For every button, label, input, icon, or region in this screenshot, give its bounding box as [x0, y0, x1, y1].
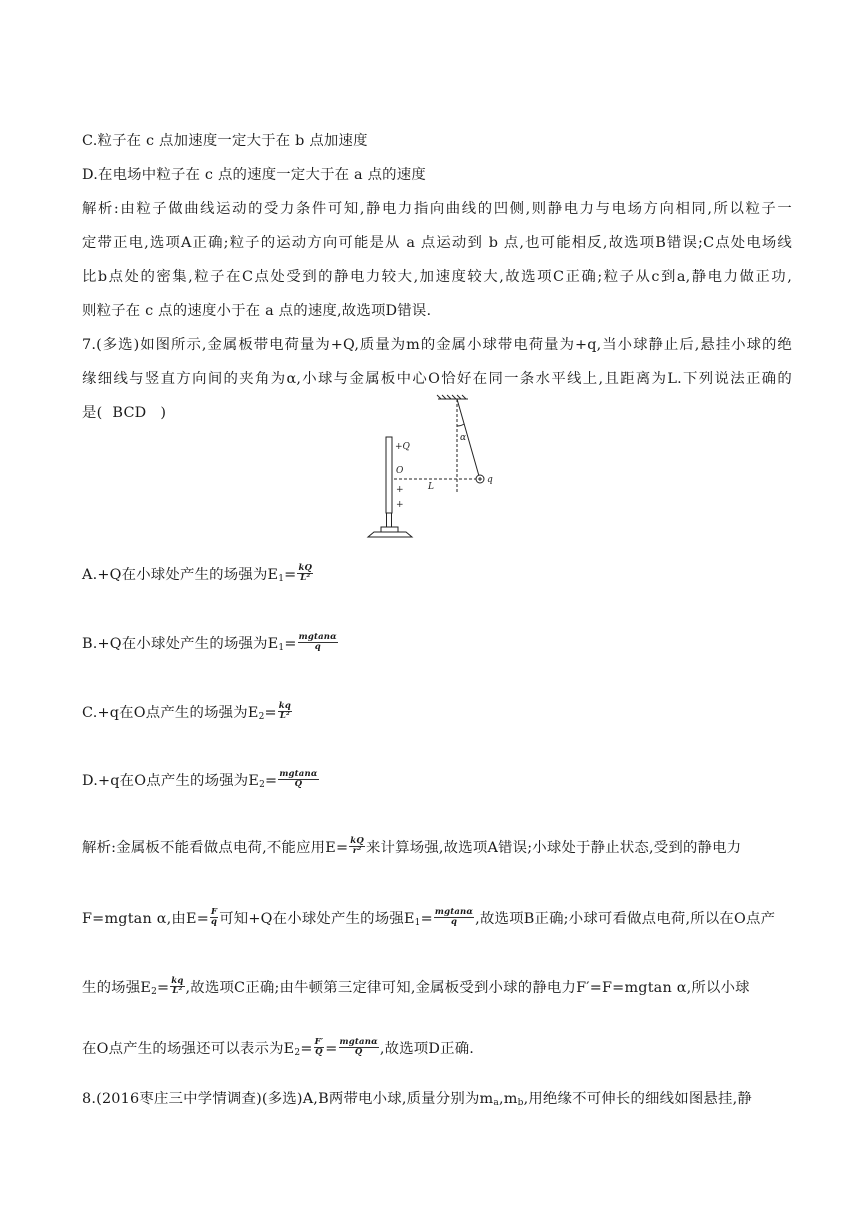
label-o: O: [396, 466, 404, 476]
explanation-line: 定带正电,选项A正确;粒子的运动方向可能是从 a 点运动到 b 点,也可能相反,故选项B错误;C点处电场线: [82, 235, 792, 251]
fraction-numerator: kq: [278, 700, 292, 711]
fraction-denominator: q: [211, 916, 218, 927]
stand-foot: [368, 532, 412, 537]
question-8-stem: [82, 1089, 792, 1113]
analysis-text: ,故选项D正确.: [379, 1041, 475, 1057]
fraction-denominator: Q: [354, 1046, 363, 1057]
metal-plate: [386, 437, 392, 513]
answer-key: BCD: [112, 405, 147, 421]
fraction-denominator: q: [314, 641, 321, 652]
plus-sign: +: [396, 485, 404, 495]
fraction-denominator: Q: [315, 1046, 323, 1057]
fraction-numerator: mgtanα: [339, 1036, 378, 1047]
plate-base: [381, 527, 398, 532]
paren-open: 是(: [82, 405, 103, 421]
option-d-text: D.在电场中粒子在 c 点的速度一定大于在 a 点的速度: [82, 167, 426, 183]
label-alpha: α: [460, 433, 467, 443]
option-b-text: B.+Q在小球处产生的场强为E: [82, 636, 279, 652]
plate-stem: [387, 513, 392, 527]
subscript: a: [493, 1098, 499, 1108]
option-a: A.+Q在小球处产生的场强为$E_1=$ $\frac{kQ}{\text{L²}}$: [82, 562, 313, 584]
question-7-stem: 缘细线与竖直方向间的夹角为α,小球与金属板中心O恰好在同一条水平线上,且距离为L.下列说法正确的: [82, 371, 792, 387]
fraction-denominator: Q: [294, 778, 303, 789]
label-q: q: [487, 475, 493, 485]
fraction-denominator: L²: [300, 572, 311, 583]
subscript: b: [517, 1098, 524, 1108]
fraction: [278, 702, 292, 721]
fraction-denominator: r²: [352, 845, 362, 856]
fraction: [170, 977, 184, 996]
subscript: 1: [278, 574, 285, 584]
analysis-line: [82, 835, 792, 858]
subscript: 1: [414, 918, 421, 928]
label-plus-q: +Q: [395, 442, 410, 452]
fraction-numerator: kQ: [350, 835, 364, 846]
subscript: 2: [151, 987, 158, 997]
fraction: [298, 633, 338, 652]
analysis-text: 解析:金属板不能看做点电荷,不能应用E=: [82, 840, 349, 856]
label-l: L: [428, 482, 434, 492]
explanation-line: 解析:由粒子做曲线运动的受力条件可知,静电力指向曲线的凹侧,则静电力与电场方向相同,所以粒子一: [82, 201, 792, 217]
fraction-numerator: F′: [314, 1036, 324, 1047]
angle-arc: [457, 424, 464, 426]
fraction-numerator: mgtanα: [434, 906, 474, 917]
analysis-line: 生的场强$E_2=$ $\frac{kq}{\text{L²}}$ ,故选项C正确;由牛顿第三定律可知,金属板受到小球的静电力F′=F=mgtan α,所以小球: [82, 975, 750, 997]
q8-text: ,用绝缘不可伸长的细线如图悬挂,静: [523, 1091, 752, 1107]
fraction-numerator: kq: [171, 975, 184, 986]
analysis-text: 生的场强E: [82, 980, 152, 996]
fraction-denominator: L²: [172, 985, 183, 996]
option-b: B.+Q在小球处产生的场强为$E_1=$ $\frac{mgtan\alpha}{q}$: [82, 631, 337, 653]
fraction-numerator: kQ: [298, 562, 313, 573]
fraction-numerator: mgtanα: [279, 768, 318, 779]
analysis-line: F=mgtan α,由E= $\frac{F}{q}$ 可知+Q在小球处产生的场强$E_1=$ $\frac{mgtan\alpha}{q}$ ,故选项B正确;小球可看做点电荷,所以在O点产: [82, 906, 776, 928]
paren-close: ): [160, 405, 167, 421]
subscript: 2: [259, 780, 266, 790]
q8-text: 8.(2016枣庄三中学情调查)(多选)A,B两带电小球,质量分别为m: [82, 1091, 494, 1107]
subscript: 1: [278, 643, 285, 653]
question-7-stem: 7.(多选)如图所示,金属板带电荷量为+Q,质量为m的金属小球带电荷量为+q,当小球静止后,悬挂小球的绝: [82, 337, 792, 353]
q8-text: ,m: [498, 1091, 518, 1107]
option-d: D.+q在O点产生的场强为$E_2=$ $\frac{mgtan\alpha}{Q}$: [82, 768, 318, 790]
explanation-line: 比b点处的密集,粒子在C点处受到的静电力较大,加速度较大,故选项C正确;粒子从c到a,静电力做正功,: [82, 269, 792, 285]
charged-plate-pendulum-figure: [360, 392, 510, 544]
analysis-text: F=mgtan α,由E=: [82, 911, 209, 927]
fraction: [297, 564, 313, 583]
subscript: 2: [294, 1048, 301, 1058]
option-c: C.+q在O点产生的场强为$E_2=$ $\frac{kq}{\text{L²}}$: [82, 700, 292, 722]
fraction-numerator: F: [210, 906, 218, 917]
subscript: 2: [258, 712, 265, 722]
option-a-text: A.+Q在小球处产生的场强为E: [82, 567, 279, 583]
option-c-text: C.+q在O点产生的场强为E: [82, 705, 259, 721]
fraction: [339, 1038, 379, 1057]
fraction-denominator: q: [450, 916, 458, 927]
fraction: [210, 908, 218, 927]
fraction-denominator: L²: [279, 710, 290, 721]
option-d-text: D.+q在O点产生的场强为E: [82, 773, 260, 789]
explanation-line: 则粒子在 c 点的速度小于在 a 点的速度,故选项D错误.: [82, 303, 432, 319]
fraction: [434, 908, 474, 927]
analysis-text: 来计算场强,故选项A错误;小球处于静止状态,受到的静电力: [365, 840, 742, 856]
analysis-text: ,故选项C正确;由牛顿第三定律可知,金属板受到小球的静电力F′=F=mgtan α,所以小球: [185, 980, 750, 996]
fraction: [349, 837, 365, 856]
analysis-text: ,故选项B正确;小球可看做点电荷,所以在O点产: [475, 911, 776, 927]
fraction: [278, 770, 318, 789]
analysis-text: 在O点产生的场强还可以表示为E: [82, 1041, 295, 1057]
fraction: [314, 1038, 325, 1057]
plus-sign: +: [396, 500, 404, 510]
analysis-line: 在O点产生的场强还可以表示为$E_2=$ $\frac{F'}{Q}$ = $\frac{mgtan\alpha}{Q}$ ,故选项D正确.: [82, 1036, 475, 1058]
option-c-text: C.粒子在 c 点加速度一定大于在 b 点加速度: [82, 133, 368, 149]
analysis-text: 可知+Q在小球处产生的场强E: [219, 911, 415, 927]
fraction-numerator: mgtanα: [298, 631, 337, 642]
